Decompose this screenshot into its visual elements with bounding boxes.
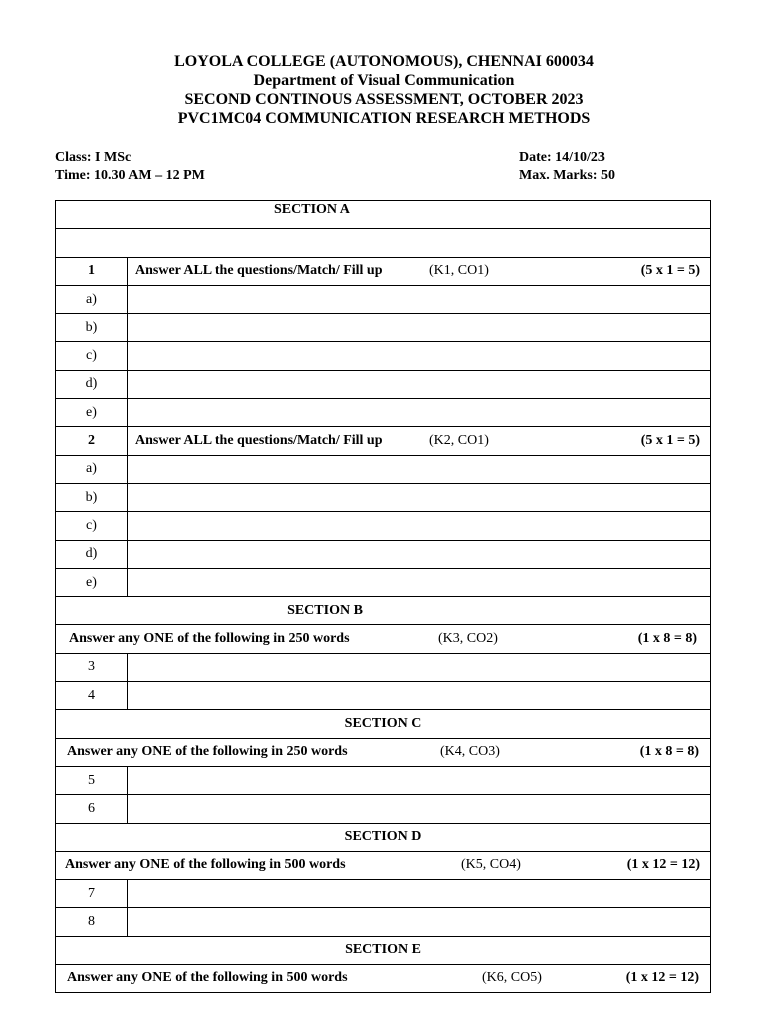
exam-meta-left bbox=[55, 149, 205, 185]
blank-row bbox=[56, 229, 711, 257]
max-marks-label: Max. Marks: 50 bbox=[519, 168, 616, 183]
section-c-title: SECTION C bbox=[344, 715, 422, 731]
answer-row bbox=[56, 795, 711, 823]
knowledge-outcome: (K5, CO4) bbox=[461, 856, 521, 872]
question-number: 6 bbox=[56, 795, 128, 823]
subpart-label: e) bbox=[56, 399, 128, 427]
subpart-label: a) bbox=[56, 455, 128, 483]
question-number: 1 bbox=[56, 257, 128, 285]
question-number: 7 bbox=[56, 880, 128, 908]
section-c-title-cell bbox=[56, 710, 711, 738]
knowledge-outcome: (K2, CO1) bbox=[429, 432, 489, 448]
blank-cell bbox=[56, 229, 711, 257]
question-instruction: Answer ALL the questions/Match/ Fill up bbox=[135, 262, 383, 278]
exam-meta-right bbox=[519, 149, 615, 185]
section-e-instruction-cell bbox=[56, 965, 711, 993]
answer-cell[interactable] bbox=[128, 342, 711, 370]
answer-cell[interactable] bbox=[128, 483, 711, 511]
subpart-label: c) bbox=[56, 342, 128, 370]
section-c-instruction-cell bbox=[56, 738, 711, 766]
course-title: PVC1MC04 COMMUNICATION RESEARCH METHODS bbox=[177, 110, 591, 127]
section-a-title-cell bbox=[56, 201, 711, 229]
answer-row bbox=[56, 455, 711, 483]
marks-allocation: (5 x 1 = 5) bbox=[640, 262, 700, 278]
answer-cell[interactable] bbox=[128, 880, 711, 908]
answer-row bbox=[56, 399, 711, 427]
question-number: 4 bbox=[56, 682, 128, 710]
knowledge-outcome: (K3, CO2) bbox=[438, 630, 498, 646]
answer-cell[interactable] bbox=[128, 568, 711, 596]
subpart-label: b) bbox=[56, 483, 128, 511]
answer-row bbox=[56, 483, 711, 511]
marks-allocation: (1 x 8 = 8) bbox=[639, 743, 699, 759]
college-name: LOYOLA COLLEGE (AUTONOMOUS), CHENNAI 600034 bbox=[174, 53, 594, 70]
subpart-label: d) bbox=[56, 540, 128, 568]
answer-cell[interactable] bbox=[128, 653, 711, 681]
answer-row bbox=[56, 653, 711, 681]
exam-header bbox=[0, 52, 768, 128]
section-b-title-cell bbox=[56, 597, 711, 625]
answer-row bbox=[56, 568, 711, 596]
question-1-header-cell bbox=[128, 257, 711, 285]
answer-row bbox=[56, 370, 711, 398]
subpart-label: d) bbox=[56, 370, 128, 398]
question-instruction: Answer ALL the questions/Match/ Fill up bbox=[135, 432, 383, 448]
section-instruction: Answer any ONE of the following in 250 words bbox=[69, 630, 350, 646]
section-b-instruction-row bbox=[56, 625, 711, 653]
question-number: 2 bbox=[56, 427, 128, 455]
department-name: Department of Visual Communication bbox=[253, 72, 515, 89]
question-number: 8 bbox=[56, 908, 128, 936]
section-d-title: SECTION D bbox=[344, 829, 422, 845]
marks-allocation: (5 x 1 = 5) bbox=[640, 432, 700, 448]
section-c-instruction-row bbox=[56, 738, 711, 766]
subpart-label: a) bbox=[56, 285, 128, 313]
section-e-title-row bbox=[56, 936, 711, 964]
subpart-label: e) bbox=[56, 568, 128, 596]
answer-cell[interactable] bbox=[128, 540, 711, 568]
answer-row bbox=[56, 682, 711, 710]
section-d-title-cell bbox=[56, 823, 711, 851]
answer-cell[interactable] bbox=[128, 455, 711, 483]
answer-row bbox=[56, 908, 711, 936]
section-d-instruction-row bbox=[56, 851, 711, 879]
answer-cell[interactable] bbox=[128, 512, 711, 540]
knowledge-outcome: (K1, CO1) bbox=[429, 262, 489, 278]
answer-cell[interactable] bbox=[128, 314, 711, 342]
answer-cell[interactable] bbox=[128, 908, 711, 936]
date-label: Date: 14/10/23 bbox=[519, 150, 605, 165]
question-2-header-row bbox=[56, 427, 711, 455]
section-e-instruction-row bbox=[56, 965, 711, 993]
section-e-title-cell bbox=[56, 936, 711, 964]
answer-cell[interactable] bbox=[128, 795, 711, 823]
knowledge-outcome: (K4, CO3) bbox=[440, 743, 500, 759]
time-label: Time: 10.30 AM – 12 PM bbox=[55, 168, 205, 183]
marks-allocation: (1 x 12 = 12) bbox=[625, 970, 699, 986]
section-instruction: Answer any ONE of the following in 500 words bbox=[65, 856, 346, 872]
marks-allocation: (1 x 12 = 12) bbox=[626, 856, 700, 872]
section-d-instruction-cell bbox=[56, 851, 711, 879]
answer-cell[interactable] bbox=[128, 766, 711, 794]
class-label: Class: I MSc bbox=[55, 150, 132, 165]
question-number: 3 bbox=[56, 653, 128, 681]
answer-cell[interactable] bbox=[128, 399, 711, 427]
section-a-title-row bbox=[56, 201, 711, 229]
question-2-header-cell bbox=[128, 427, 711, 455]
section-instruction: Answer any ONE of the following in 250 words bbox=[67, 743, 348, 759]
section-e-title: SECTION E bbox=[345, 942, 421, 958]
section-a-title: SECTION A bbox=[274, 202, 350, 218]
knowledge-outcome: (K6, CO5) bbox=[482, 970, 542, 986]
answer-row bbox=[56, 314, 711, 342]
answer-row bbox=[56, 540, 711, 568]
marks-allocation: (1 x 8 = 8) bbox=[637, 630, 697, 646]
section-instruction: Answer any ONE of the following in 500 words bbox=[67, 970, 348, 986]
exam-title: SECOND CONTINOUS ASSESSMENT, OCTOBER 2023 bbox=[184, 91, 584, 108]
section-d-title-row bbox=[56, 823, 711, 851]
answer-row bbox=[56, 342, 711, 370]
section-c-title-row bbox=[56, 710, 711, 738]
question-number: 5 bbox=[56, 766, 128, 794]
subpart-label: b) bbox=[56, 314, 128, 342]
answer-cell[interactable] bbox=[128, 285, 711, 313]
answer-row bbox=[56, 766, 711, 794]
answer-cell[interactable] bbox=[128, 682, 711, 710]
section-b-title: SECTION B bbox=[287, 602, 363, 618]
answer-row bbox=[56, 512, 711, 540]
subpart-label: c) bbox=[56, 512, 128, 540]
question-1-header-row bbox=[56, 257, 711, 285]
answer-row bbox=[56, 285, 711, 313]
section-b-title-row bbox=[56, 597, 711, 625]
answer-row bbox=[56, 880, 711, 908]
answer-cell[interactable] bbox=[128, 370, 711, 398]
question-table bbox=[55, 200, 711, 993]
section-b-instruction-cell bbox=[56, 625, 711, 653]
